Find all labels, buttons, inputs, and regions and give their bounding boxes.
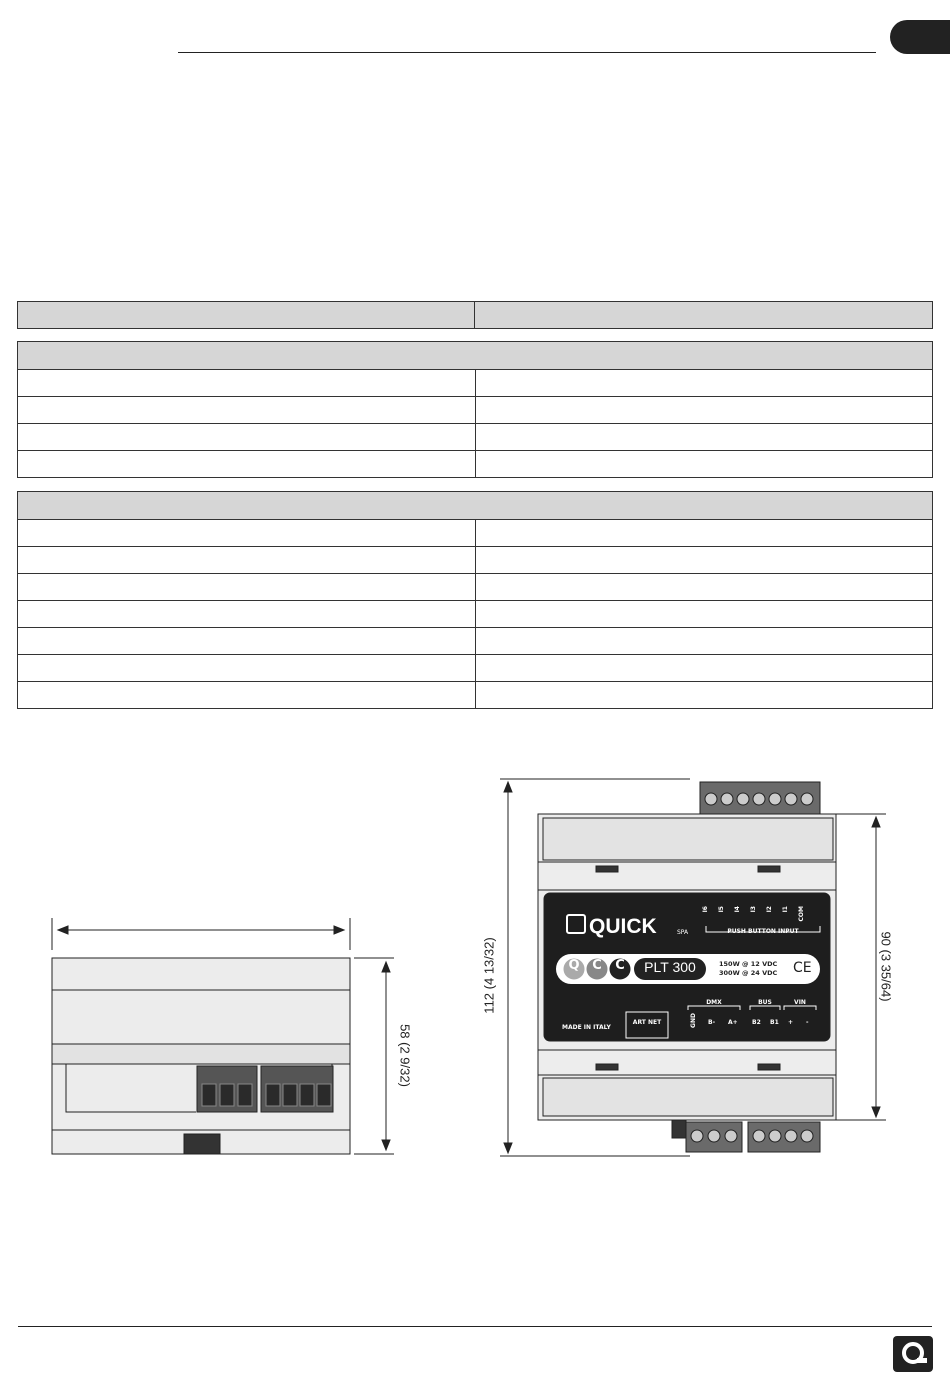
pin-label: - — [806, 1019, 809, 1026]
front-total-height-label: 112 (4 13/32) — [481, 937, 497, 1014]
art-net-label: ART NET — [632, 1019, 662, 1026]
connector-pins — [686, 1013, 820, 1035]
table-row — [18, 397, 933, 424]
dmx-group-label: DMX — [706, 999, 722, 1006]
brand-mark-icon — [566, 914, 586, 934]
input-label: I3 — [750, 906, 757, 913]
pin-label: B2 — [752, 1019, 761, 1026]
power-rating-2: 300W @ 24 VDC — [719, 969, 778, 977]
header-cell-left — [18, 302, 475, 329]
input-label: I5 — [718, 906, 725, 913]
table-row — [18, 574, 933, 601]
language-tab — [890, 20, 950, 54]
table-row — [18, 424, 933, 451]
pin-label: A+ — [728, 1019, 738, 1026]
push-button-label: PUSH BUTTON INPUT — [727, 928, 799, 935]
push-button-inputs — [700, 902, 820, 922]
model-name: PLT 300 — [644, 959, 696, 975]
pin-label: B1 — [770, 1019, 779, 1026]
input-label: I2 — [766, 906, 773, 913]
brand-name: QUICK — [589, 915, 657, 938]
input-label: COM — [798, 906, 805, 922]
bus-group-label: BUS — [758, 999, 772, 1006]
qcc-letter-1: Q — [568, 958, 580, 973]
table-row — [18, 682, 933, 709]
section-1-header — [18, 342, 933, 370]
table-row — [18, 451, 933, 478]
table-row — [18, 547, 933, 574]
table-row — [18, 601, 933, 628]
table-row — [18, 628, 933, 655]
input-label: I1 — [782, 906, 789, 913]
made-in-label: MADE IN ITALY — [562, 1024, 611, 1031]
power-rating-1: 150W @ 12 VDC — [719, 960, 778, 968]
front-body-height-label: 90 (3 35/64) — [878, 931, 894, 1002]
brand-suffix: SPA — [677, 929, 689, 936]
input-label: I6 — [702, 906, 709, 913]
ce-mark: CE — [793, 960, 812, 976]
table-row — [18, 520, 933, 547]
qcc-letter-2: C — [592, 958, 602, 973]
input-label: I4 — [734, 906, 741, 913]
pin-label: B- — [708, 1019, 716, 1026]
vin-group-label: VIN — [794, 999, 806, 1006]
pin-label: GND — [690, 1013, 697, 1028]
table-row — [18, 370, 933, 397]
table-row — [18, 655, 933, 682]
spec-table-section-2 — [17, 491, 933, 709]
side-height-label: 58 (2 9/32) — [397, 1024, 413, 1087]
qcc-letter-3: C — [615, 958, 625, 973]
section-2-header — [18, 492, 933, 520]
header-cell-right — [475, 302, 933, 329]
spec-table-section-1 — [17, 341, 933, 478]
pin-label: + — [788, 1019, 794, 1026]
footer-rule — [18, 1326, 932, 1327]
quick-logo-icon — [893, 1334, 933, 1374]
spec-header-table — [17, 301, 933, 329]
header-rule — [178, 52, 876, 53]
